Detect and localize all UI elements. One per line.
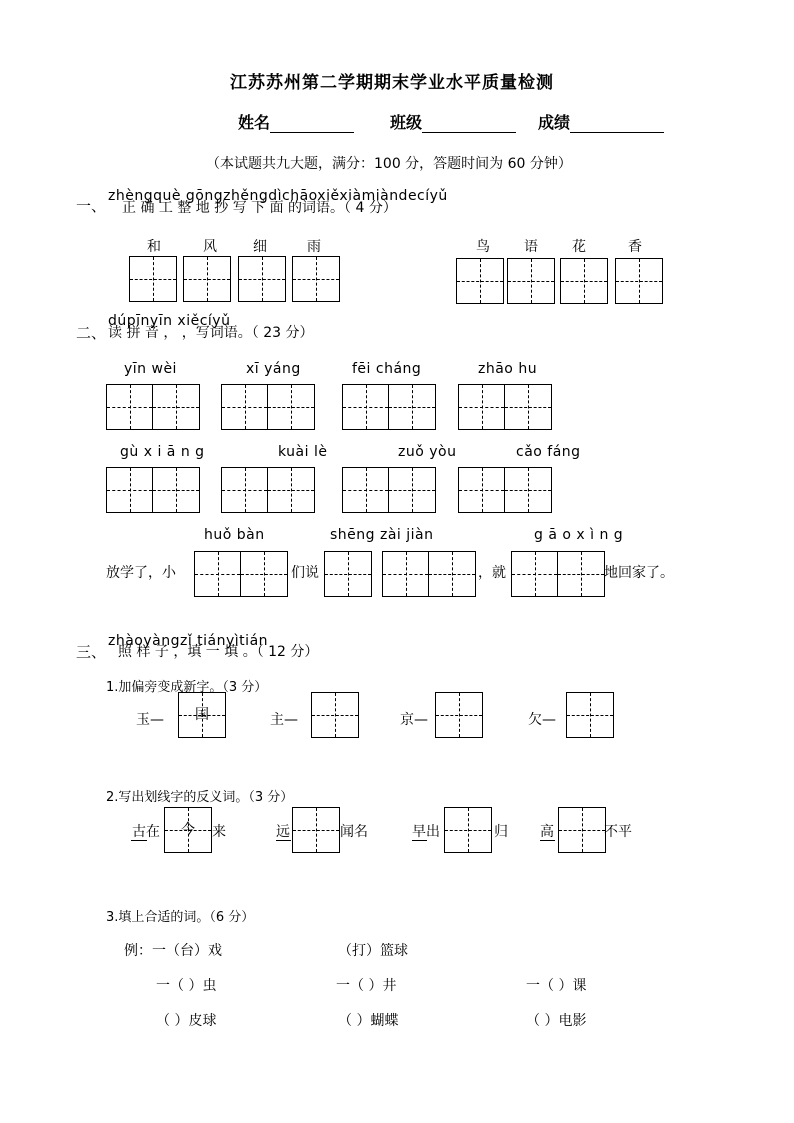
antonym-before: 远 <box>276 824 290 840</box>
writing-box-pair[interactable] <box>194 551 288 597</box>
writing-box[interactable] <box>292 807 340 853</box>
q1-char: 和 <box>147 239 161 255</box>
q3-number: 三、 <box>76 643 107 661</box>
pinyin-label: gù x i ā n g <box>120 444 205 460</box>
writing-box[interactable] <box>324 551 372 597</box>
antonym-before: 早出 <box>412 824 440 840</box>
q1-char: 雨 <box>307 239 321 255</box>
target-underline <box>540 840 555 841</box>
radical-item: 京— <box>400 712 428 728</box>
writing-box[interactable] <box>129 256 177 302</box>
writing-box[interactable] <box>435 692 483 738</box>
sentence-part: 放学了，小 <box>106 565 176 581</box>
writing-box[interactable] <box>183 256 231 302</box>
target-underline <box>412 840 427 841</box>
pinyin-label: shēng zài jiàn <box>330 527 434 543</box>
class-label: 班级 <box>390 113 423 132</box>
target-underline <box>276 840 291 841</box>
fill-item[interactable]: （ ）蝴蝶 <box>338 1013 399 1029</box>
q1-char: 香 <box>628 239 642 255</box>
q2-number: 二、 <box>76 324 107 342</box>
antonym-before: 古在 <box>132 824 160 840</box>
pinyin-label: huǒ bàn <box>204 527 265 543</box>
writing-box[interactable] <box>238 256 286 302</box>
pinyin-label: cǎo fáng <box>516 444 581 460</box>
antonym-after: 归 <box>494 824 508 840</box>
q3-part3-title: 3.填上合适的词。（6 分） <box>106 910 255 925</box>
antonym-after: 不平 <box>604 824 632 840</box>
example-char: 今 <box>181 822 195 838</box>
q3-part2-title: 2.写出划线字的反义词。（3 分） <box>106 790 294 805</box>
pinyin-label: yīn wèi <box>124 361 177 377</box>
example-char: 国 <box>195 707 209 723</box>
radical-item: 欠— <box>528 712 556 728</box>
writing-box-pair[interactable] <box>221 384 315 430</box>
writing-box-pair[interactable] <box>221 467 315 513</box>
pinyin-label: zuǒ yòu <box>398 444 457 460</box>
writing-box[interactable] <box>566 692 614 738</box>
fill-item[interactable]: 一（ ）虫 <box>156 978 217 994</box>
page-title: 江苏苏州第二学期期末学业水平质量检测 <box>230 73 554 93</box>
writing-box[interactable] <box>292 256 340 302</box>
writing-box[interactable] <box>507 258 555 304</box>
class-field[interactable] <box>390 110 516 133</box>
fill-item[interactable]: （ ）皮球 <box>156 1013 217 1029</box>
q1-number: 一、 <box>76 197 107 215</box>
pinyin-label: g ā o x ì n g <box>534 527 624 543</box>
q1-char: 风 <box>203 239 217 255</box>
example-text: （打）篮球 <box>338 943 408 959</box>
writing-box-pair[interactable] <box>342 467 436 513</box>
q2-instruction: 读 拼 音 ， ，写词语。（ 23 分） <box>108 325 314 341</box>
sentence-part: 们说 <box>291 565 319 581</box>
score-label: 成绩 <box>538 113 571 132</box>
exam-info: （本试题共九大题，满分：100 分，答题时间为 60 分钟） <box>206 156 572 172</box>
pinyin-label: kuài lè <box>278 444 328 460</box>
writing-box-pair[interactable] <box>458 384 552 430</box>
q3-part1-title: 1.加偏旁变成新字。（3 分） <box>106 680 268 695</box>
writing-box[interactable] <box>560 258 608 304</box>
writing-box-pair[interactable] <box>382 551 476 597</box>
fill-item[interactable]: 一（ ）井 <box>336 978 397 994</box>
writing-box-pair[interactable] <box>511 551 605 597</box>
q1-instruction: 正 确 工 整 地 抄 写 下 面 的词语。（ 4 分） <box>122 200 397 216</box>
q1-char: 细 <box>253 239 267 255</box>
pinyin-label: fēi cháng <box>352 361 422 377</box>
example-text: 例：一（台）戏 <box>124 943 222 959</box>
writing-box-pair[interactable] <box>342 384 436 430</box>
pinyin-label: zhāo hu <box>478 361 538 377</box>
writing-box[interactable] <box>456 258 504 304</box>
writing-box-pair[interactable] <box>106 467 200 513</box>
sentence-part: ，就 <box>478 565 506 581</box>
writing-box[interactable] <box>164 807 212 853</box>
writing-box-pair[interactable] <box>106 384 200 430</box>
pinyin-label: xī yáng <box>246 361 301 377</box>
fill-item[interactable]: （ ）电影 <box>526 1013 587 1029</box>
antonym-after: 来 <box>212 824 226 840</box>
q3-pinyin: zhàoyàngzǐ tiányìtián <box>108 633 269 649</box>
name-field[interactable] <box>238 110 354 133</box>
antonym-before: 高 <box>540 824 554 840</box>
radical-item: 主— <box>270 712 298 728</box>
sentence-part: 地回家了。 <box>604 565 674 581</box>
writing-box[interactable] <box>178 692 226 738</box>
writing-box[interactable] <box>444 807 492 853</box>
antonym-after: 闻名 <box>340 824 368 840</box>
writing-box[interactable] <box>558 807 606 853</box>
radical-item: 玉— <box>136 712 164 728</box>
writing-box-pair[interactable] <box>458 467 552 513</box>
target-underline <box>131 840 147 841</box>
q1-char: 花 <box>572 239 586 255</box>
writing-box[interactable] <box>615 258 663 304</box>
writing-box[interactable] <box>311 692 359 738</box>
q1-char: 鸟 <box>476 239 490 255</box>
q1-char: 语 <box>524 239 538 255</box>
name-label: 姓名 <box>238 113 271 132</box>
q2-pinyin: dúpīnyīn xiěcíyǔ <box>108 313 231 329</box>
q3-instruction: 照 样 子 ，填 一 填 。（ 12 分） <box>118 644 319 660</box>
fill-item[interactable]: 一（ ）课 <box>526 978 587 994</box>
score-field[interactable] <box>538 110 664 133</box>
q1-pinyin: zhèngquè gōngzhěngdìchāoxiěxiàmiàndecíyǔ <box>108 188 448 204</box>
